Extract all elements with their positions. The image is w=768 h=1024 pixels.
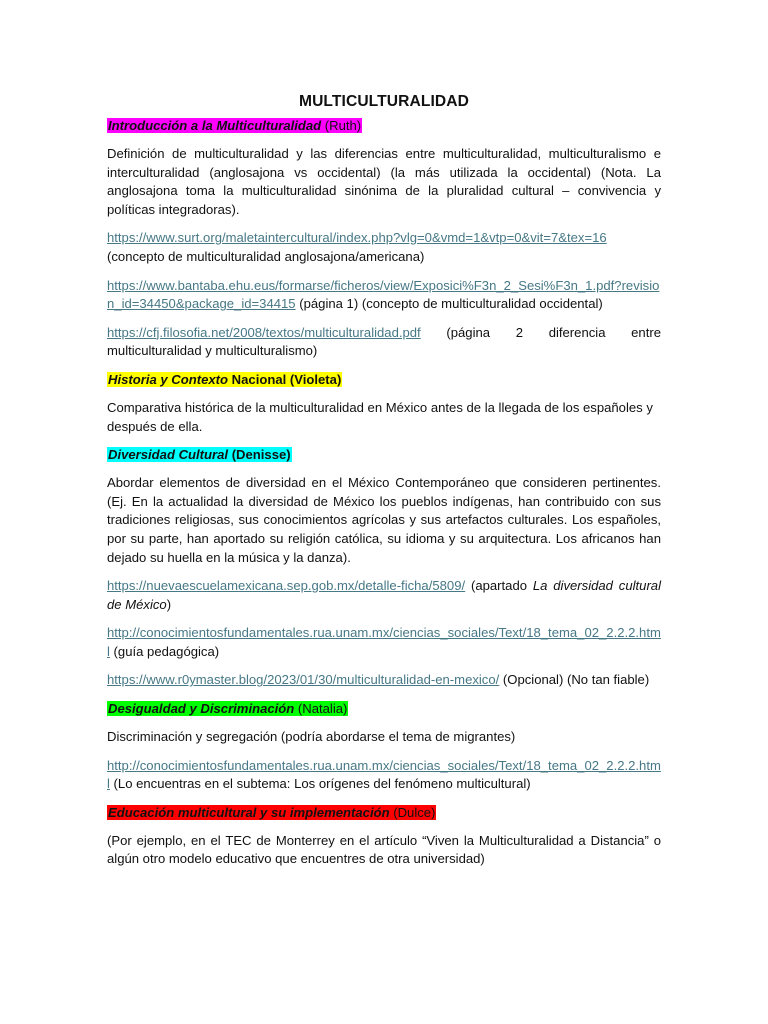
section-paragraph: Discriminación y segregación (podría abordarse el tema de migrantes) xyxy=(107,729,516,745)
heading-highlight xyxy=(107,372,342,387)
reference-note-end: ) xyxy=(166,596,172,612)
heading-title: Educación multicultural y su implementación xyxy=(108,804,390,820)
reference-item xyxy=(107,671,661,690)
reference-link[interactable]: https://nuevaescuelamexicana.sep.gob.mx/detalle-ficha/5809/ xyxy=(107,578,466,594)
heading-highlight xyxy=(107,447,292,462)
reference-note: (página 2 diferencia entre multiculturalidad y multiculturalismo) xyxy=(107,324,661,359)
section-heading-inequality xyxy=(107,700,661,718)
reference-item xyxy=(107,624,661,661)
section-paragraph: Abordar elementos de diversidad en el México Contemporáneo que consideren pertinentes. (Ej. En la actualidad la diversidad de México los pueblos indígenas, han contribuido con sus tradiciones religiosas, sus conocimientos agrícolas y sus artefactos culturales. Los españoles, por su parte, han aportado su religión católica, su idioma y su arquitectura. Los africanos han dejado su huella en la música y la danza). xyxy=(107,475,661,565)
heading-title: Diversidad Cultural xyxy=(108,447,229,463)
reference-item xyxy=(107,229,661,266)
reference-note: (guía pedagógica) xyxy=(109,643,220,659)
heading-author: (Dulce) xyxy=(389,804,436,820)
reference-item xyxy=(107,277,661,314)
reference-note: (Opcional) (No tan fiable) xyxy=(499,672,650,688)
reference-item xyxy=(107,324,661,361)
reference-link[interactable]: https://www.bantaba.ehu.eus/formarse/ficheros/view/Exposici%F3n_2_Sesi%F3n_1.pdf?revision_id=34450&package_id=34415 xyxy=(107,277,660,312)
heading-author: Nacional (Violeta) xyxy=(228,371,342,387)
document-title: MULTICULTURALIDAD xyxy=(298,93,470,110)
section-heading-history xyxy=(107,371,661,389)
heading-author: (Natalia) xyxy=(294,701,348,717)
reference-note: (Lo encuentras en el subtema: Los orígenes del fenómeno multicultural) xyxy=(109,776,531,792)
document-page xyxy=(107,92,661,879)
heading-highlight xyxy=(107,118,362,133)
section-paragraph: Comparativa histórica de la multiculturalidad en México antes de la llegada de los españoles y después de ella. xyxy=(107,399,653,434)
reference-link[interactable]: https://www.surt.org/maletaintercultural/index.php?vlg=0&vmd=1&vtp=0&vit=7&tex=16 xyxy=(107,230,607,246)
reference-note: (concepto de multiculturalidad anglosajona/americana) xyxy=(107,248,425,264)
heading-highlight xyxy=(107,805,436,820)
section-heading-education xyxy=(107,804,661,822)
reference-link[interactable]: https://cfj.filosofia.net/2008/textos/multiculturalidad.pdf xyxy=(107,324,421,340)
reference-note: (página 1) (concepto de multiculturalidad occidental) xyxy=(295,296,603,312)
section-heading-diversity xyxy=(107,446,661,464)
reference-link[interactable]: http://conocimientosfundamentales.rua.unam.mx/ciencias_sociales/Text/18_tema_02_2.2.2.html xyxy=(107,625,661,659)
heading-author: (Denisse) xyxy=(228,447,291,463)
section-paragraph: (Por ejemplo, en el TEC de Monterrey en el artículo “Viven la Multiculturalidad a Distancia” o algún otro modelo educativo que encuentres de otra universidad) xyxy=(107,832,661,867)
reference-note-italic: La diversidad cultural de México xyxy=(107,578,661,612)
section-paragraph: Definición de multiculturalidad y las diferencias entre multiculturalidad, multiculturalismo e interculturalidad (anglosajona vs occidental) (la más utilizada la occidental) (Nota. La anglosajona toma la multiculturalidad sinónima de la pluralidad cultural – convivencia y políticas integradoras). xyxy=(107,146,661,217)
reference-link[interactable]: https://www.r0ymaster.blog/2023/01/30/multiculturalidad-en-mexico/ xyxy=(107,672,500,688)
heading-author: (Ruth) xyxy=(321,118,362,133)
heading-title: Introducción a la Multiculturalidad xyxy=(108,118,322,133)
reference-item xyxy=(107,577,661,614)
reference-item xyxy=(107,757,661,794)
heading-highlight xyxy=(107,701,348,716)
heading-title: Historia y Contexto xyxy=(108,371,229,387)
reference-note: (apartado xyxy=(465,578,533,594)
reference-link[interactable]: http://conocimientosfundamentales.rua.unam.mx/ciencias_sociales/Text/18_tema_02_2.2.2.html xyxy=(107,757,661,792)
heading-title: Desigualdad y Discriminación xyxy=(108,701,295,717)
section-heading-intro xyxy=(107,117,661,135)
